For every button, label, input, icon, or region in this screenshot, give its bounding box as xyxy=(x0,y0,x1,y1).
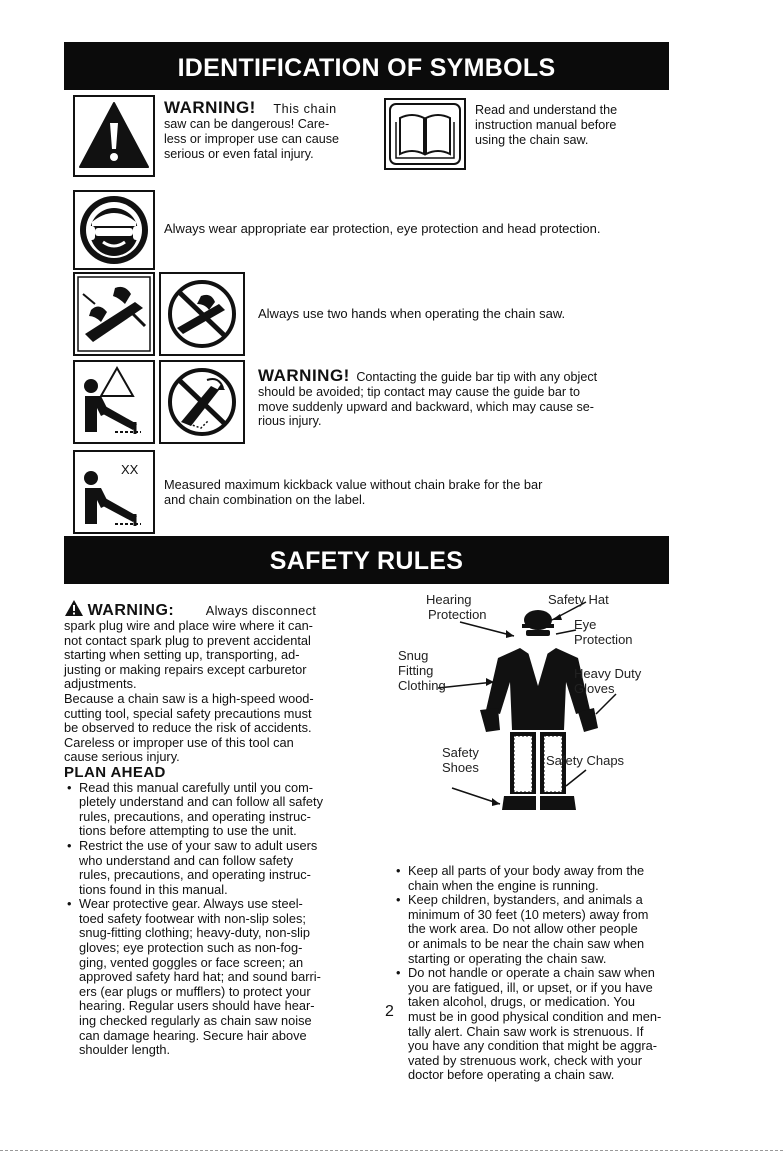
manual-line: using the chain saw. xyxy=(475,133,589,147)
kickback-value-label: XX xyxy=(121,462,139,477)
safety-intro-line: not contact spark plug to prevent accidental xyxy=(64,632,311,648)
list-item-line: pletely understand and can follow all safety xyxy=(79,794,324,810)
warning-triangle-icon xyxy=(73,95,155,177)
warning-line: less or improper use can cause xyxy=(164,132,339,146)
label-line: Shoes xyxy=(442,760,479,775)
list-item xyxy=(408,893,685,966)
symbols-section-title: IDENTIFICATION OF SYMBOLS xyxy=(177,54,556,82)
kickback-heading: WARNING! xyxy=(258,366,350,385)
plan-ahead-list xyxy=(64,781,356,1058)
safety-intro-line: cause serious injury. xyxy=(64,749,180,765)
list-item-line: hearing. Regular users should have hear- xyxy=(79,998,315,1014)
safety-intro-line: be observed to reduce the risk of accidents. xyxy=(64,720,312,736)
label-safety-hat: Safety Hat xyxy=(548,592,609,607)
manual-line: instruction manual before xyxy=(475,118,617,132)
kickback-description xyxy=(258,366,678,429)
kickback-line: should be avoided; tip contact may cause the guide bar to xyxy=(258,384,581,399)
list-item xyxy=(79,781,356,839)
page-number: 2 xyxy=(385,1003,394,1020)
manual-description xyxy=(475,103,675,148)
label-line: Safety xyxy=(442,745,479,760)
list-item-line: toed safety footwear with non-slip soles; xyxy=(79,910,306,926)
list-item-line: vated by strenuous work, check with your xyxy=(408,1052,643,1068)
list-item-line: • Do not handle or operate a chain saw when xyxy=(408,965,655,981)
safety-intro-line: adjustments. xyxy=(64,676,137,692)
safety-intro-line: starting when setting up, transporting, ad- xyxy=(64,647,300,663)
label-heavy-duty-gloves xyxy=(574,666,641,696)
safety-intro-line: justing or making repairs except carburetor xyxy=(64,661,307,677)
list-item-line: • Keep children, bystanders, and animals a xyxy=(408,892,643,908)
page-bottom-divider xyxy=(0,1150,783,1151)
warning-line: serious or even fatal injury. xyxy=(164,147,314,161)
kickback-line: rious injury. xyxy=(258,414,322,429)
warning-text-first: This chain xyxy=(273,102,337,116)
safety-section-title: SAFETY RULES xyxy=(269,547,464,575)
list-item-line: starting or operating the chain saw. xyxy=(408,950,607,966)
list-item-line: tally alert. Chain saw work is strenuous. If xyxy=(408,1023,644,1039)
safety-right-column xyxy=(393,864,685,1083)
label-line: Gloves xyxy=(574,681,615,696)
list-item-line: approved safety hard hat; and sound barri- xyxy=(79,969,321,985)
safety-section-header xyxy=(64,536,669,584)
list-item-line: shoulder length. xyxy=(79,1042,171,1058)
list-item-line: must be in good physical condition and men- xyxy=(408,1008,662,1024)
warning-heading: WARNING! xyxy=(164,98,256,117)
safety-intro-line: Careless or improper use of this tool can xyxy=(64,734,294,750)
list-item-line: who understand and can follow safety xyxy=(79,852,294,868)
kickback-operator-icon xyxy=(73,360,155,444)
one-hand-prohibited-icon xyxy=(159,272,245,356)
safety-left-column xyxy=(64,599,356,1058)
list-item-line: snug-fitting clothing; heavy-duty, non-slip xyxy=(79,925,310,941)
list-item-line: you are fatigued, ill, or upset, or if you have xyxy=(408,979,653,995)
list-item-line: taken alcohol, drugs, or medication. You xyxy=(408,994,635,1010)
label-line: Heavy Duty xyxy=(574,666,642,681)
list-item xyxy=(79,839,356,897)
plan-ahead-heading: PLAN AHEAD xyxy=(64,763,166,781)
safety-rules-list xyxy=(393,864,685,1083)
list-item-line: tions before attempting to use the unit. xyxy=(79,823,297,839)
kickback-value-icon xyxy=(73,450,155,534)
warning-description xyxy=(164,100,384,162)
list-item-line: chain when the engine is running. xyxy=(408,877,599,893)
label-line: Hearing xyxy=(426,592,472,607)
warning-triangle-icon xyxy=(64,599,84,617)
label-line: Fitting xyxy=(398,663,434,678)
list-item-line: can damage hearing. Secure hair above xyxy=(79,1027,307,1043)
list-item-line: tions found in this manual. xyxy=(79,881,228,897)
list-item-line: the work area. Do not allow other people xyxy=(408,921,638,937)
list-item-line: • Read this manual carefully until you com- xyxy=(79,779,314,795)
list-item-line: or animals to be near the chain saw when xyxy=(408,935,645,951)
label-line: Protection xyxy=(574,632,633,647)
list-item-line: rules, precautions, and operating instruc- xyxy=(79,867,311,883)
label-line: Snug xyxy=(398,648,429,663)
safety-intro-line: cutting tool, special safety precautions must xyxy=(64,705,312,721)
list-item xyxy=(408,864,685,893)
bar-tip-contact-prohibited-icon xyxy=(159,360,245,444)
list-item-line: ers (ear plugs or mufflers) to protect your xyxy=(79,983,311,999)
list-item xyxy=(408,966,685,1083)
protective-gear-icon xyxy=(73,190,155,270)
measured-line: Measured maximum kickback value without chain brake for the bar xyxy=(164,477,543,492)
safety-warning-tail: Always disconnect xyxy=(205,603,317,618)
two-hands-chainsaw-icon xyxy=(73,272,155,356)
two-hands-text: Always use two hands when operating the chain saw. xyxy=(258,306,566,321)
measured-kickback-text xyxy=(164,477,664,507)
label-line: Protection xyxy=(428,607,487,622)
safety-warning-heading: WARNING: xyxy=(87,602,175,619)
label-eye-protection xyxy=(574,617,633,647)
label-safety-chaps: Safety Chaps xyxy=(546,753,625,768)
measured-line: and chain combination on the label. xyxy=(164,492,366,507)
list-item-line: minimum of 30 feet (10 meters) away from xyxy=(408,906,649,922)
protection-text: Always wear appropriate ear protection, eye protection and head protection. xyxy=(164,221,601,236)
list-item-line: you have any condition that might be aggra- xyxy=(408,1038,657,1054)
list-item-line: • Restrict the use of your saw to adult users xyxy=(79,837,318,853)
warning-line: saw can be dangerous! Care- xyxy=(164,117,330,131)
safety-intro-line: spark plug wire and place wire where it can- xyxy=(64,618,313,633)
list-item-line: • Keep all parts of your body away from the xyxy=(408,863,645,878)
manual-book-icon xyxy=(384,98,466,170)
protective-gear-figure xyxy=(380,590,680,830)
list-item-line: • Wear protective gear. Always use steel- xyxy=(79,896,303,912)
kickback-line: move suddenly upward and backward, which may cause se- xyxy=(258,399,595,414)
label-line: Eye xyxy=(574,617,597,632)
list-item xyxy=(79,897,356,1058)
label-hearing-protection xyxy=(426,592,487,622)
label-snug-fitting-clothing xyxy=(398,648,446,693)
symbols-section-header xyxy=(64,42,669,90)
list-item-line: gloves; eye protection such as non-fog- xyxy=(79,940,303,956)
list-item-line: ing checked regularly as chain saw noise xyxy=(79,1013,312,1029)
label-line: Clothing xyxy=(398,678,446,693)
list-item-line: ging, vented goggles or face screen; an xyxy=(79,954,304,970)
kickback-text-first: Contacting the guide bar tip with any object xyxy=(356,370,598,384)
list-item-line: rules, precautions, and operating instruc- xyxy=(79,808,311,824)
label-safety-shoes xyxy=(442,745,479,775)
safety-intro-line: Because a chain saw is a high-speed wood- xyxy=(64,690,314,706)
list-item-line: doctor before operating a chain saw. xyxy=(408,1067,615,1083)
manual-line: Read and understand the xyxy=(475,103,618,117)
